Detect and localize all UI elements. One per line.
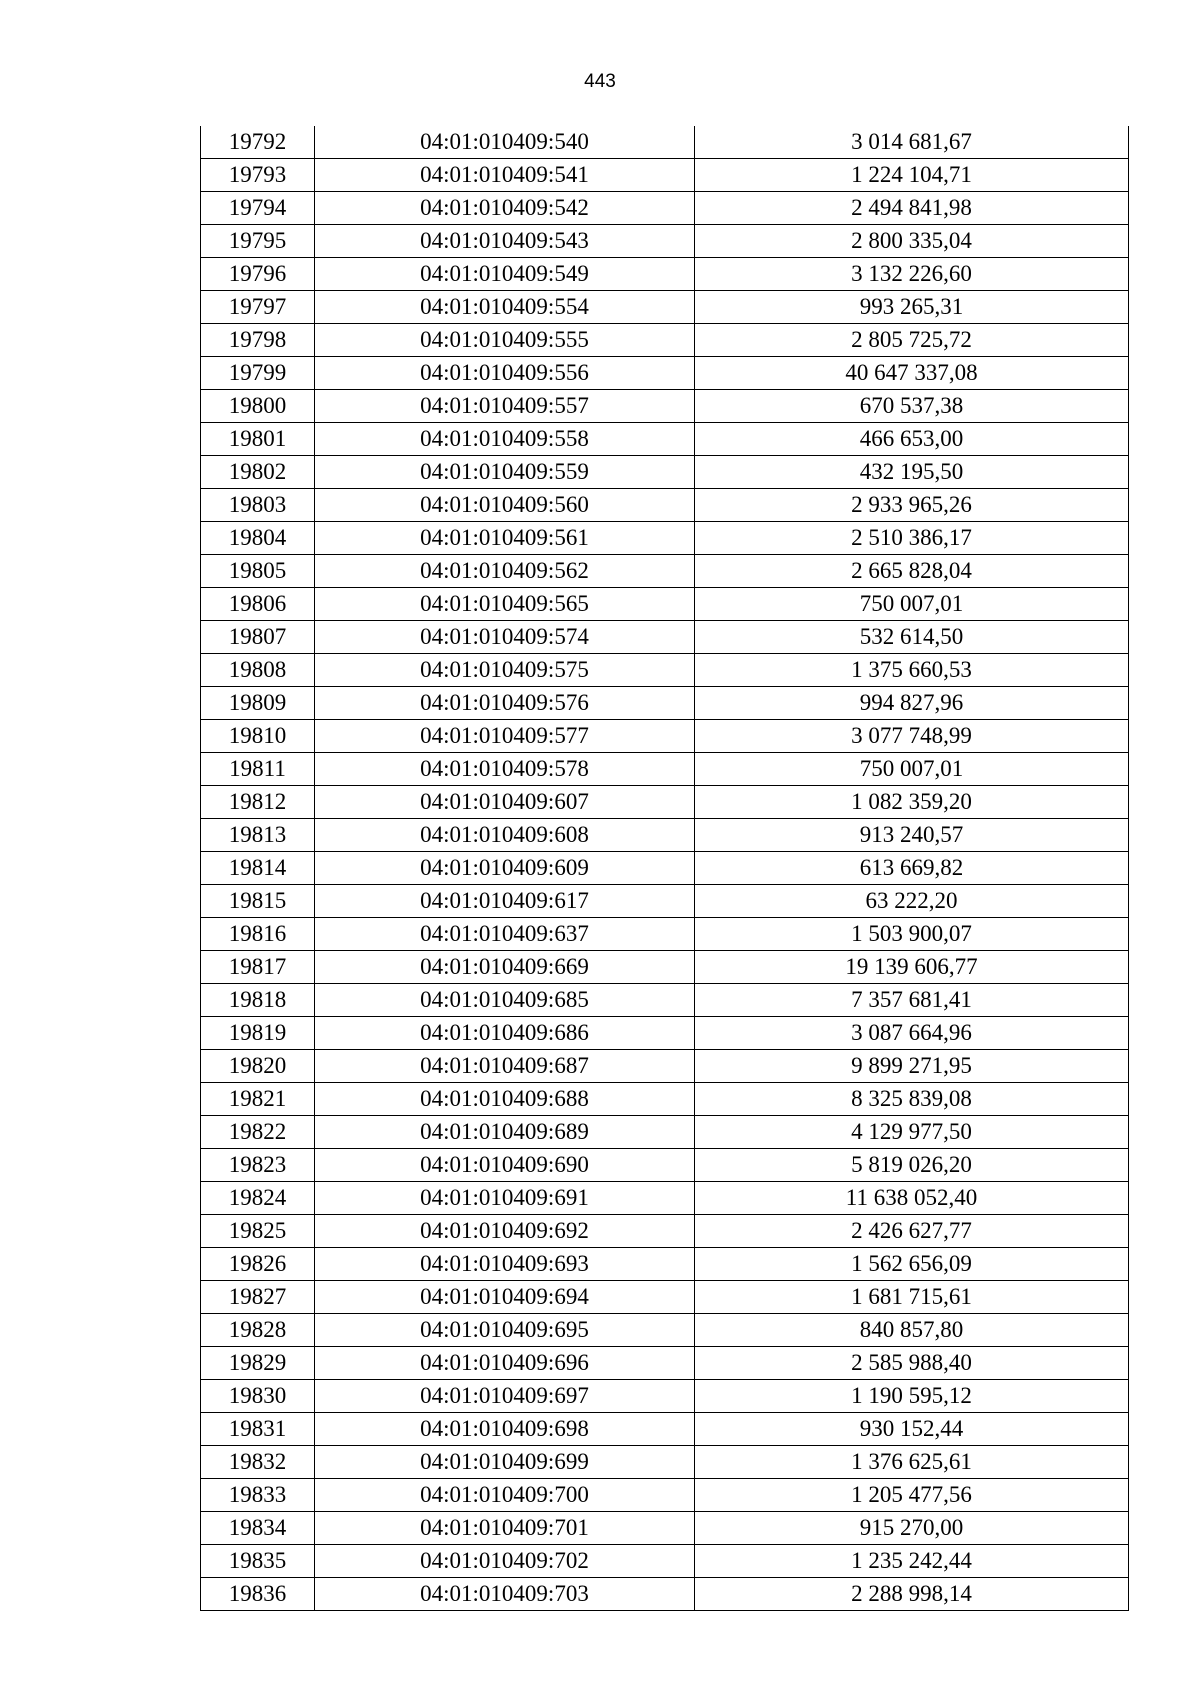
table-row (201, 786, 1129, 819)
cadastral-number-cell: 04:01:010409:574 (315, 621, 695, 654)
cadastral-number-cell: 04:01:010409:565 (315, 588, 695, 621)
cadastral-value-cell: 2 288 998,14 (695, 1578, 1129, 1611)
row-number-cell: 19805 (201, 555, 315, 588)
cadastral-number-cell: 04:01:010409:560 (315, 489, 695, 522)
cadastral-number-cell: 04:01:010409:549 (315, 258, 695, 291)
row-number-cell: 19806 (201, 588, 315, 621)
cadastral-value-cell: 7 357 681,41 (695, 984, 1129, 1017)
table-row (201, 819, 1129, 852)
cadastral-number-cell: 04:01:010409:607 (315, 786, 695, 819)
cadastral-number-cell: 04:01:010409:685 (315, 984, 695, 1017)
row-number-cell: 19795 (201, 225, 315, 258)
cadastral-number-cell: 04:01:010409:687 (315, 1050, 695, 1083)
table-row (201, 654, 1129, 687)
table-row (201, 1116, 1129, 1149)
cadastral-value-cell: 1 190 595,12 (695, 1380, 1129, 1413)
row-number-cell: 19817 (201, 951, 315, 984)
row-number-cell: 19818 (201, 984, 315, 1017)
cadastral-number-cell: 04:01:010409:694 (315, 1281, 695, 1314)
cadastral-value-cell: 1 205 477,56 (695, 1479, 1129, 1512)
row-number-cell: 19835 (201, 1545, 315, 1578)
cadastral-value-cell: 2 426 627,77 (695, 1215, 1129, 1248)
row-number-cell: 19796 (201, 258, 315, 291)
row-number-cell: 19794 (201, 192, 315, 225)
row-number-cell: 19825 (201, 1215, 315, 1248)
row-number-cell: 19801 (201, 423, 315, 456)
cadastral-number-cell: 04:01:010409:556 (315, 357, 695, 390)
cadastral-number-cell: 04:01:010409:688 (315, 1083, 695, 1116)
table-row (201, 192, 1129, 225)
table-row (201, 522, 1129, 555)
cadastral-number-cell: 04:01:010409:559 (315, 456, 695, 489)
cadastral-value-cell: 1 376 625,61 (695, 1446, 1129, 1479)
cadastral-number-cell: 04:01:010409:575 (315, 654, 695, 687)
cadastral-value-cell: 432 195,50 (695, 456, 1129, 489)
cadastral-value-table (200, 126, 1129, 1611)
cadastral-value-cell: 466 653,00 (695, 423, 1129, 456)
row-number-cell: 19803 (201, 489, 315, 522)
row-number-cell: 19808 (201, 654, 315, 687)
cadastral-number-cell: 04:01:010409:702 (315, 1545, 695, 1578)
table-row (201, 159, 1129, 192)
row-number-cell: 19799 (201, 357, 315, 390)
table-row (201, 357, 1129, 390)
table-row (201, 225, 1129, 258)
cadastral-value-cell: 2 805 725,72 (695, 324, 1129, 357)
table-row (201, 390, 1129, 423)
table-row (201, 984, 1129, 1017)
row-number-cell: 19828 (201, 1314, 315, 1347)
row-number-cell: 19819 (201, 1017, 315, 1050)
row-number-cell: 19802 (201, 456, 315, 489)
cadastral-value-cell: 2 510 386,17 (695, 522, 1129, 555)
row-number-cell: 19829 (201, 1347, 315, 1380)
row-number-cell: 19834 (201, 1512, 315, 1545)
row-number-cell: 19804 (201, 522, 315, 555)
row-number-cell: 19816 (201, 918, 315, 951)
row-number-cell: 19820 (201, 1050, 315, 1083)
cadastral-number-cell: 04:01:010409:540 (315, 126, 695, 159)
row-number-cell: 19814 (201, 852, 315, 885)
row-number-cell: 19830 (201, 1380, 315, 1413)
page-number: 443 (584, 71, 616, 92)
cadastral-value-cell: 2 665 828,04 (695, 555, 1129, 588)
cadastral-value-cell: 9 899 271,95 (695, 1050, 1129, 1083)
table-row (201, 1512, 1129, 1545)
cadastral-value-cell: 5 819 026,20 (695, 1149, 1129, 1182)
cadastral-number-cell: 04:01:010409:542 (315, 192, 695, 225)
cadastral-number-cell: 04:01:010409:690 (315, 1149, 695, 1182)
table-row (201, 621, 1129, 654)
row-number-cell: 19815 (201, 885, 315, 918)
row-number-cell: 19822 (201, 1116, 315, 1149)
cadastral-number-cell: 04:01:010409:693 (315, 1248, 695, 1281)
cadastral-value-cell: 19 139 606,77 (695, 951, 1129, 984)
cadastral-number-cell: 04:01:010409:576 (315, 687, 695, 720)
table-row (201, 918, 1129, 951)
table-row (201, 1479, 1129, 1512)
row-number-cell: 19833 (201, 1479, 315, 1512)
cadastral-number-cell: 04:01:010409:543 (315, 225, 695, 258)
row-number-cell: 19793 (201, 159, 315, 192)
cadastral-number-cell: 04:01:010409:637 (315, 918, 695, 951)
cadastral-number-cell: 04:01:010409:701 (315, 1512, 695, 1545)
table-row (201, 1380, 1129, 1413)
cadastral-value-cell: 3 087 664,96 (695, 1017, 1129, 1050)
row-number-cell: 19813 (201, 819, 315, 852)
table-row (201, 1182, 1129, 1215)
cadastral-value-cell: 930 152,44 (695, 1413, 1129, 1446)
table-row (201, 555, 1129, 588)
cadastral-value-cell: 532 614,50 (695, 621, 1129, 654)
table-row (201, 1281, 1129, 1314)
table-row (201, 1149, 1129, 1182)
row-number-cell: 19827 (201, 1281, 315, 1314)
cadastral-value-cell: 2 585 988,40 (695, 1347, 1129, 1380)
cadastral-number-cell: 04:01:010409:698 (315, 1413, 695, 1446)
cadastral-value-cell: 750 007,01 (695, 588, 1129, 621)
cadastral-value-cell: 993 265,31 (695, 291, 1129, 324)
table-row (201, 291, 1129, 324)
cadastral-value-cell: 40 647 337,08 (695, 357, 1129, 390)
row-number-cell: 19821 (201, 1083, 315, 1116)
cadastral-value-cell: 994 827,96 (695, 687, 1129, 720)
table-row (201, 588, 1129, 621)
cadastral-number-cell: 04:01:010409:703 (315, 1578, 695, 1611)
table-row (201, 852, 1129, 885)
cadastral-value-cell: 1 224 104,71 (695, 159, 1129, 192)
row-number-cell: 19823 (201, 1149, 315, 1182)
cadastral-value-cell: 1 082 359,20 (695, 786, 1129, 819)
cadastral-value-cell: 11 638 052,40 (695, 1182, 1129, 1215)
cadastral-value-cell: 840 857,80 (695, 1314, 1129, 1347)
cadastral-value-cell: 3 014 681,67 (695, 126, 1129, 159)
cadastral-value-cell: 1 375 660,53 (695, 654, 1129, 687)
table-row (201, 1017, 1129, 1050)
row-number-cell: 19792 (201, 126, 315, 159)
row-number-cell: 19807 (201, 621, 315, 654)
cadastral-number-cell: 04:01:010409:691 (315, 1182, 695, 1215)
cadastral-value-cell: 2 933 965,26 (695, 489, 1129, 522)
cadastral-value-cell: 670 537,38 (695, 390, 1129, 423)
row-number-cell: 19809 (201, 687, 315, 720)
row-number-cell: 19811 (201, 753, 315, 786)
cadastral-value-cell: 1 503 900,07 (695, 918, 1129, 951)
cadastral-number-cell: 04:01:010409:686 (315, 1017, 695, 1050)
cadastral-number-cell: 04:01:010409:609 (315, 852, 695, 885)
table-row (201, 1578, 1129, 1611)
row-number-cell: 19832 (201, 1446, 315, 1479)
table-row (201, 489, 1129, 522)
table-row (201, 456, 1129, 489)
table-row (201, 1050, 1129, 1083)
cadastral-number-cell: 04:01:010409:617 (315, 885, 695, 918)
cadastral-value-cell: 913 240,57 (695, 819, 1129, 852)
table-row (201, 126, 1129, 159)
table-row (201, 1248, 1129, 1281)
cadastral-number-cell: 04:01:010409:689 (315, 1116, 695, 1149)
table-row (201, 720, 1129, 753)
cadastral-number-cell: 04:01:010409:555 (315, 324, 695, 357)
table-row (201, 1347, 1129, 1380)
cadastral-value-cell: 3 077 748,99 (695, 720, 1129, 753)
cadastral-number-cell: 04:01:010409:558 (315, 423, 695, 456)
cadastral-number-cell: 04:01:010409:697 (315, 1380, 695, 1413)
cadastral-number-cell: 04:01:010409:578 (315, 753, 695, 786)
table-row (201, 753, 1129, 786)
cadastral-value-cell: 2 800 335,04 (695, 225, 1129, 258)
table-row (201, 687, 1129, 720)
cadastral-value-cell: 4 129 977,50 (695, 1116, 1129, 1149)
table-row (201, 1215, 1129, 1248)
cadastral-number-cell: 04:01:010409:696 (315, 1347, 695, 1380)
cadastral-number-cell: 04:01:010409:541 (315, 159, 695, 192)
cadastral-number-cell: 04:01:010409:557 (315, 390, 695, 423)
row-number-cell: 19836 (201, 1578, 315, 1611)
cadastral-value-cell: 2 494 841,98 (695, 192, 1129, 225)
row-number-cell: 19797 (201, 291, 315, 324)
cadastral-number-cell: 04:01:010409:561 (315, 522, 695, 555)
row-number-cell: 19800 (201, 390, 315, 423)
row-number-cell: 19798 (201, 324, 315, 357)
table-row (201, 1314, 1129, 1347)
cadastral-value-cell: 1 562 656,09 (695, 1248, 1129, 1281)
table-row (201, 258, 1129, 291)
cadastral-number-cell: 04:01:010409:562 (315, 555, 695, 588)
table-row (201, 324, 1129, 357)
row-number-cell: 19824 (201, 1182, 315, 1215)
cadastral-number-cell: 04:01:010409:669 (315, 951, 695, 984)
table-row (201, 1545, 1129, 1578)
table-row (201, 1413, 1129, 1446)
table-body (201, 126, 1129, 1611)
cadastral-value-cell: 1 681 715,61 (695, 1281, 1129, 1314)
cadastral-value-cell: 915 270,00 (695, 1512, 1129, 1545)
row-number-cell: 19831 (201, 1413, 315, 1446)
table-row (201, 951, 1129, 984)
row-number-cell: 19826 (201, 1248, 315, 1281)
cadastral-value-cell: 3 132 226,60 (695, 258, 1129, 291)
cadastral-number-cell: 04:01:010409:695 (315, 1314, 695, 1347)
cadastral-value-cell: 613 669,82 (695, 852, 1129, 885)
row-number-cell: 19812 (201, 786, 315, 819)
cadastral-number-cell: 04:01:010409:699 (315, 1446, 695, 1479)
cadastral-value-cell: 8 325 839,08 (695, 1083, 1129, 1116)
cadastral-value-cell: 750 007,01 (695, 753, 1129, 786)
cadastral-value-cell: 1 235 242,44 (695, 1545, 1129, 1578)
cadastral-number-cell: 04:01:010409:577 (315, 720, 695, 753)
cadastral-number-cell: 04:01:010409:692 (315, 1215, 695, 1248)
cadastral-number-cell: 04:01:010409:608 (315, 819, 695, 852)
table-row (201, 1083, 1129, 1116)
table-row (201, 423, 1129, 456)
row-number-cell: 19810 (201, 720, 315, 753)
table-row (201, 1446, 1129, 1479)
cadastral-number-cell: 04:01:010409:554 (315, 291, 695, 324)
cadastral-number-cell: 04:01:010409:700 (315, 1479, 695, 1512)
table-row (201, 885, 1129, 918)
cadastral-value-cell: 63 222,20 (695, 885, 1129, 918)
